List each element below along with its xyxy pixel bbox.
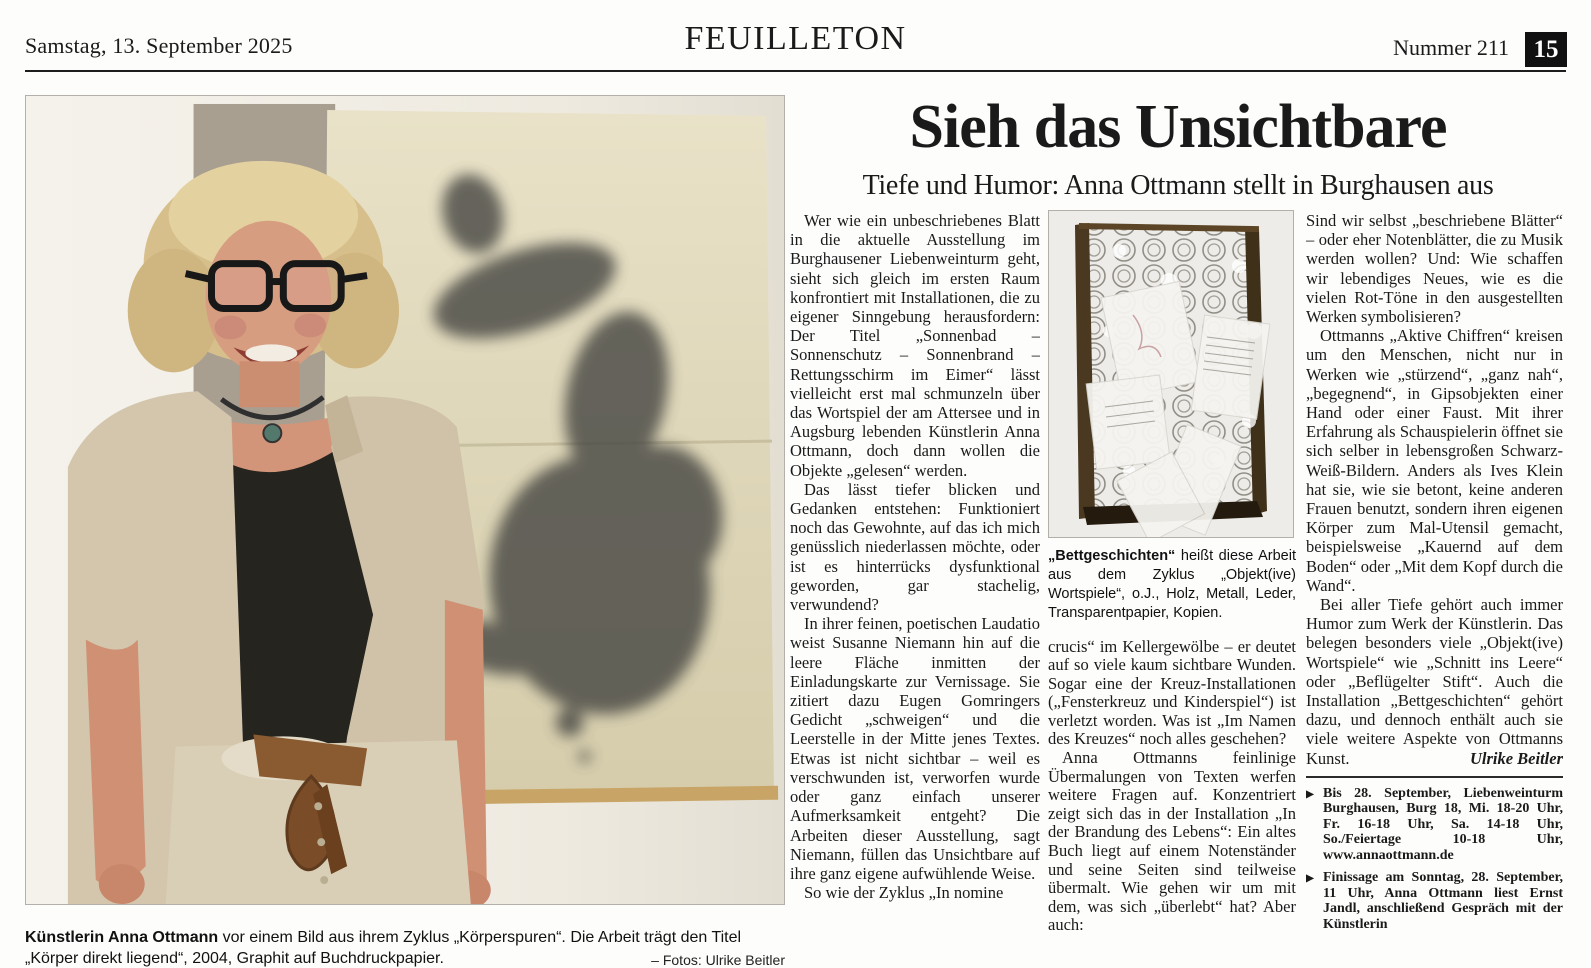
arrow-bullet-icon: ▶ — [1306, 873, 1314, 885]
article-paragraph: In ihrer feinen, poetischen Laudatio weist Susanne Niemann hin auf die leere Fläche inmitten der Einladungskarte zur Vernissage. Sie zitiert dazu Eugen Gomringers Gedicht „schweigen“ und die Leerstelle in der Mitte jenes Textes. Etwas ist nicht sichtbar – weil es verschwunden ist, verworfen wurde oder ganz einfach unserer Aufmerksamkeit entgeht? Die Arbeiten dieser Ausstellung, sagt Niemann, füllen das Unsichtbare auf ihre ganz eigene aufwühlende Weise. — [790, 614, 1040, 883]
article-paragraph: Bei aller Tiefe gehört auch immer Humor zum Werk der Künstlerin. Das belegen besonders viele „Objekt(ive) Wortspiele“ wie „Schnitt ins Leere“ oder „Beflügelter Stift“. Auch die Installation „Bettgeschichten“ gehört dazu, und dennoch enthält auch sie viele weitere Aspekte von Ottmanns Kunst. Ulrike Beitler — [1306, 595, 1563, 768]
installation-caption-lead: „Bettgeschichten“ — [1048, 548, 1176, 564]
article-column-2-wrap — [1048, 210, 1296, 968]
installation-illustration — [1049, 211, 1293, 537]
section-title: FEUILLETON — [684, 20, 907, 57]
article-title: Sieh das Unsichtbare — [909, 93, 1447, 161]
artist-photo-illustration — [26, 96, 784, 904]
page-number-badge: 15 — [1525, 32, 1567, 67]
article-column-2 — [1048, 638, 1296, 936]
arrow-bullet-icon: ▶ — [1306, 788, 1314, 800]
article-column-3-wrap — [1306, 211, 1563, 968]
article-subtitle: Tiefe und Humor: Anna Ottmann stellt in Burghausen aus — [862, 170, 1494, 201]
header-rule — [25, 70, 1566, 72]
article-column-1 — [790, 211, 1040, 964]
article-column-3 — [1306, 211, 1563, 768]
info-text: Bis 28. September, Liebenweinturm Burghausen, Burg 18, Mi. 18-20 Uhr, Fr. 16-18 Uhr, Sa. 14-18 Uhr, So./Feiertage 10-18 Uhr, www.annaottmann.de — [1323, 785, 1563, 863]
info-list — [1306, 786, 1563, 933]
photo-credit: – Fotos: Ulrike Beitler — [651, 952, 785, 968]
info-text: Finissage am Sonntag, 28. September, 11 Uhr, Anna Ottmann liest Ernst Jandl, anschließend Gespräch mit der Künstlerin — [1323, 870, 1563, 932]
article-paragraph: Anna Ottmanns feinlinige Übermalungen von Texten werfen weitere Fragen auf. Konzentriert zeigt sich das in der Installation „In der Brandung des Lebens“: Ein altes Buch liegt auf einem Notenständer und seine Seiten sind teilweise übermalt. Wie gehen wir um mit dem, was sich „überlebt“ hat? Aber auch: — [1048, 748, 1296, 935]
author-byline: Ulrike Beitler — [1469, 748, 1563, 768]
article-paragraph: Wer wie ein unbeschriebenes Blatt in die aktuelle Ausstellung im Burghausener Liebenweinturm geht, sieht sich gleich im ersten Raum konfrontiert mit Installationen, die zu eigener Sinngebung herausfordern: Der Titel „Sonnenbad – Sonnenschutz – Sonnenbrand – Rettungsschirm im Eimer“ lässt vielleicht erst mal schmunzeln über das Wortspiel der am Attersee und in Augsburg lebenden Künstlerin Anna Ottmann, doch dann wollen die Objekte „gelesen“ werden. — [790, 211, 1040, 480]
article-paragraph: Ottmanns „Aktive Chiffren“ kreisen um den Menschen, nicht nur in Werken wie „stürzend“, „ganz nah“, „begegnend“, in Gipsobjekten einer Hand oder einer Faust. Mit ihrer Erfahrung als Schauspielerin öffnet sie sich selber in lebensgroßen Schwarz-Weiß-Bildern. Anders als Ives Klein hat sie, wie sie betont, keine anderen Frauen benutzt, sondern ihren eigenen Körper zum Mal-Utensil gemacht, beispielsweise „Kauernd auf dem Boden“ oder „Mit dem Kopf durch die Wand“. — [1306, 326, 1563, 595]
caption-lead: Künstlerin Anna Ottmann — [25, 929, 219, 946]
info-item — [1306, 870, 1563, 932]
main-photo — [25, 95, 785, 905]
article-paragraph: Sind wir selbst „beschriebene Blätter“ – oder eher Notenblätter, die zu Musik werden wollen? Und: Wie schaffen wir lebendiges Neues, wie es die vielen Rot-Töne in den ausgestellten Werken symbolisieren? — [1306, 211, 1563, 327]
installation-caption-text: heißt diese Arbeit aus dem Zyklus „Objekt(ive) Wortspiele“, o.J., Holz, Metall, Leder, Transparentpapier, Kopien. — [1048, 548, 1296, 621]
caption-text: vor einem Bild aus ihrem Zyklus „Körperspuren“. Die Arbeit trägt den Titel „Körper direkt liegend“, 2004, Graphit auf Buchdruckpapier. — [25, 929, 742, 967]
installation-photo — [1048, 210, 1294, 538]
article-paragraph: So wie der Zyklus „In nomine — [804, 883, 1004, 903]
installation-caption — [1048, 547, 1296, 623]
article-paragraph: crucis“ im Kellergewölbe – er deutet auf so viele kaum sichtbare Wunden. Sogar eine der Kreuz-Installationen („Fensterkreuz und Kinderspiel“) ist verletzt worden. Was ist „Im Namen des Kreuzes“ noch alles geschehen? — [1048, 636, 1296, 749]
issue-number: Nummer 211 — [1393, 35, 1509, 60]
article-paragraph: Das lässt tiefer blicken und Gedanken entstehen: Funktioniert noch das Gewohnte, auf das ich mich genüsslich niederlassen möchte, oder ist es hinterrücks dysfunktional geworden, gar stachelig, verwundend? — [790, 479, 1040, 615]
info-item — [1306, 786, 1563, 864]
issue-date: Samstag, 13. September 2025 — [25, 33, 293, 58]
main-photo-caption — [25, 927, 785, 968]
info-rule — [1306, 776, 1563, 778]
